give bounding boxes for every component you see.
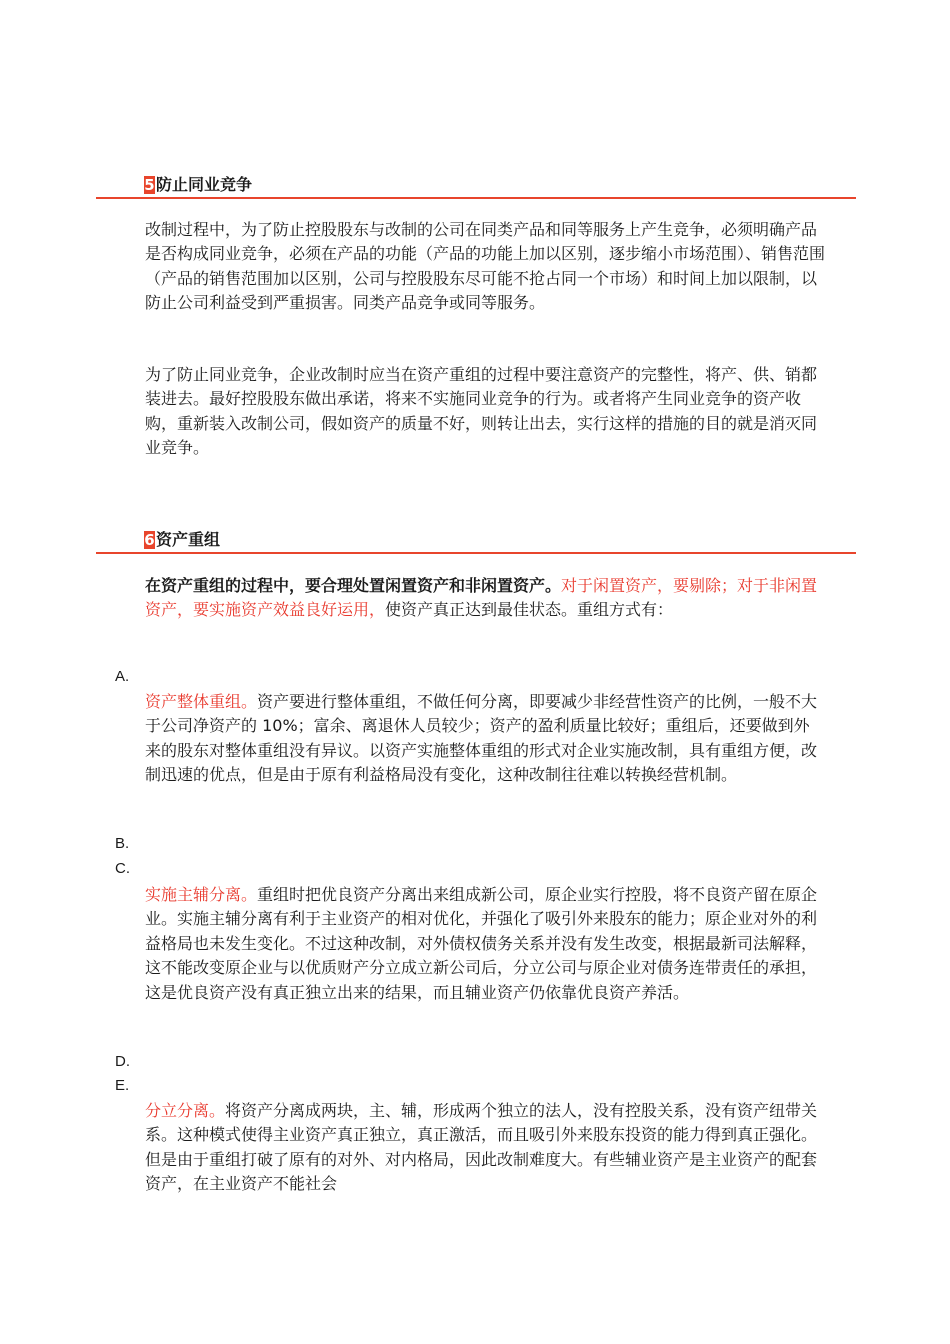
section-5-title: 防止同业竞争 (156, 175, 253, 194)
intro-red-text: 对于闲置资产，要剔除；对于非闲置资产，要实施资产效益良好运用， (145, 576, 818, 620)
section-5-number: 5 (144, 176, 155, 194)
list-letter-b: B. (115, 835, 130, 852)
list-letter-a: A. (115, 668, 130, 685)
section-5-heading (96, 175, 856, 199)
list-item-e (145, 1099, 825, 1197)
item-e-body: 将资产分离成两块，主、辅，形成两个独立的法人，没有控股关系，没有资产纽带关系。这种模式使得主业资产真正独立，真正激活，而且吸引外来股东投资的能力得到真正强化。但是由于重组打破了原有的对外、对内格局，因此改制难度大。有些辅业资产是主业资产的配套资产，在主业资产不能社会 (145, 1101, 818, 1194)
item-a-body: 资产要进行整体重组，不做任何分离，即要减少非经营性资产的比例，一般不大于公司净资产的 10%；富余、离退休人员较少；资产的盈利质量比较好；重组后，还要做到外来的股东对整体重组没有异议。以资产实施整体重组的形式对企业实施改制，具有重组方便，改制迅速的优点，但是由于原有利益格局没有变化，这种改制往往难以转换经营机制。 (145, 692, 818, 785)
section-6-number: 6 (144, 531, 155, 549)
item-e-title: 分立分离。 (145, 1101, 226, 1120)
section-6-title: 资产重组 (156, 530, 221, 549)
list-item-c (145, 883, 825, 1005)
intro-bold-text: 在资产重组的过程中，要合理处置闲置资产和非闲置资产。 (145, 576, 562, 595)
section-6-intro (145, 574, 825, 623)
item-c-body: 重组时把优良资产分离出来组成新公司，原企业实行控股，将不良资产留在原企业。实施主辅分离有利于主业资产的相对优化，并强化了吸引外来股东的能力；原企业对外的利益格局也未发生变化。不过这种改制，对外债权债务关系并没有发生改变，根据最新司法解释，这不能改变原企业与以优质财产分立成立新公司后，分立公司与原企业对债务连带责任的承担，这是优良资产没有真正独立出来的结果，而且辅业资产仍依靠优良资产养活。 (145, 885, 818, 1002)
list-letter-d: D. (115, 1053, 130, 1070)
section-5-paragraph-1: 改制过程中，为了防止控股股东与改制的公司在同类产品和同等服务上产生竞争，必须明确产品是否构成同业竞争，必须在产品的功能（产品的功能上加以区别，逐步缩小市场范围）、销售范围（产品的销售范围加以区别，公司与控股股东尽可能不抢占同一个市场）和时间上加以限制，以防止公司利益受到严重损害。同类产品竞争或同等服务。 (145, 220, 826, 313)
item-a-title: 资产整体重组。 (145, 692, 258, 711)
item-c-title: 实施主辅分离。 (145, 885, 258, 904)
section-6-heading (96, 530, 856, 554)
intro-rest-text: 使资产真正达到最佳状态。重组方式有： (385, 600, 674, 620)
list-letter-c: C. (115, 860, 130, 877)
section-5-paragraph-2: 为了防止同业竞争，企业改制时应当在资产重组的过程中要注意资产的完整性，将产、供、销都装进去。最好控股股东做出承诺，将来不实施同业竞争的行为。或者将产生同业竞争的资产收购，重新装入改制公司，假如资产的质量不好，则转让出去，实行这样的措施的目的就是消灭同业竞争。 (145, 365, 818, 458)
list-item-a (145, 690, 825, 788)
list-letter-e: E. (115, 1077, 130, 1094)
